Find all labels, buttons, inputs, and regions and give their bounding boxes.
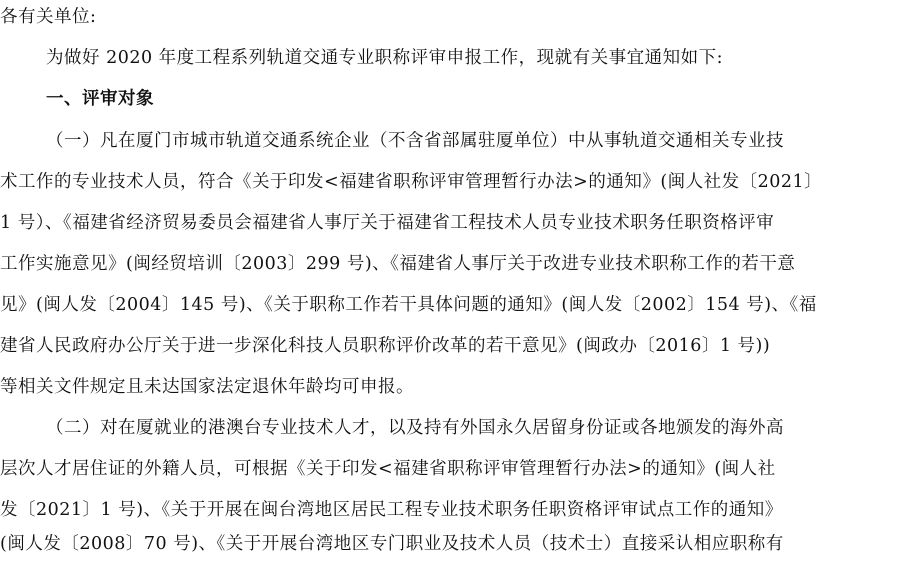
paragraph-line: (闽人发〔2008〕70 号)、《关于开展台湾地区专门职业及技术人员（技术士）直接采认相应职称有 <box>0 534 784 554</box>
paragraph-line: （一）凡在厦门市城市轨道交通系统企业（不含省部属驻厦单位）中从事轨道交通相关专业技 <box>46 131 784 151</box>
salutation: 各有关单位: <box>0 7 97 27</box>
paragraph-line: 层次人才居住证的外籍人员，可根据《关于印发<福建省职称评审管理暂行办法>的通知》(闽人社 <box>0 459 776 479</box>
paragraph-line: 等相关文件规定且未达国家法定退休年龄均可申报。 <box>0 377 414 397</box>
section-heading: 一、评审对象 <box>46 89 154 109</box>
paragraph-line: 术工作的专业技术人员，符合《关于印发<福建省职称评审管理暂行办法>的通知》(闽人社发〔2021〕 <box>0 172 823 192</box>
paragraph-line: 建省人民政府办公厅关于进一步深化科技人员职称评价改革的若干意见》(闽政办〔2016〕1 号)) <box>0 336 771 356</box>
paragraph-line: 工作实施意见》(闽经贸培训〔2003〕299 号)、《福建省人事厅关于改进专业技术职称工作的若干意 <box>0 254 796 274</box>
paragraph-line: 见》(闽人发〔2004〕145 号)、《关于职称工作若干具体问题的通知》(闽人发〔2002〕154 号)、《福 <box>0 295 817 315</box>
paragraph-line: （二）对在厦就业的港澳台专业技术人才，以及持有外国永久居留身份证或各地颁发的海外高 <box>46 418 784 438</box>
intro-paragraph: 为做好 2020 年度工程系列轨道交通专业职称评审申报工作，现就有关事宜通知如下: <box>46 48 724 68</box>
paragraph-line: 1 号）、《福建省经济贸易委员会福建省人事厅关于福建省工程技术人员专业技术职务任职资格评审 <box>0 213 775 233</box>
paragraph-line: 发〔2021〕1 号)、《关于开展在闽台湾地区居民工程专业技术职务任职资格评审试点工作的通知》 <box>0 500 783 520</box>
